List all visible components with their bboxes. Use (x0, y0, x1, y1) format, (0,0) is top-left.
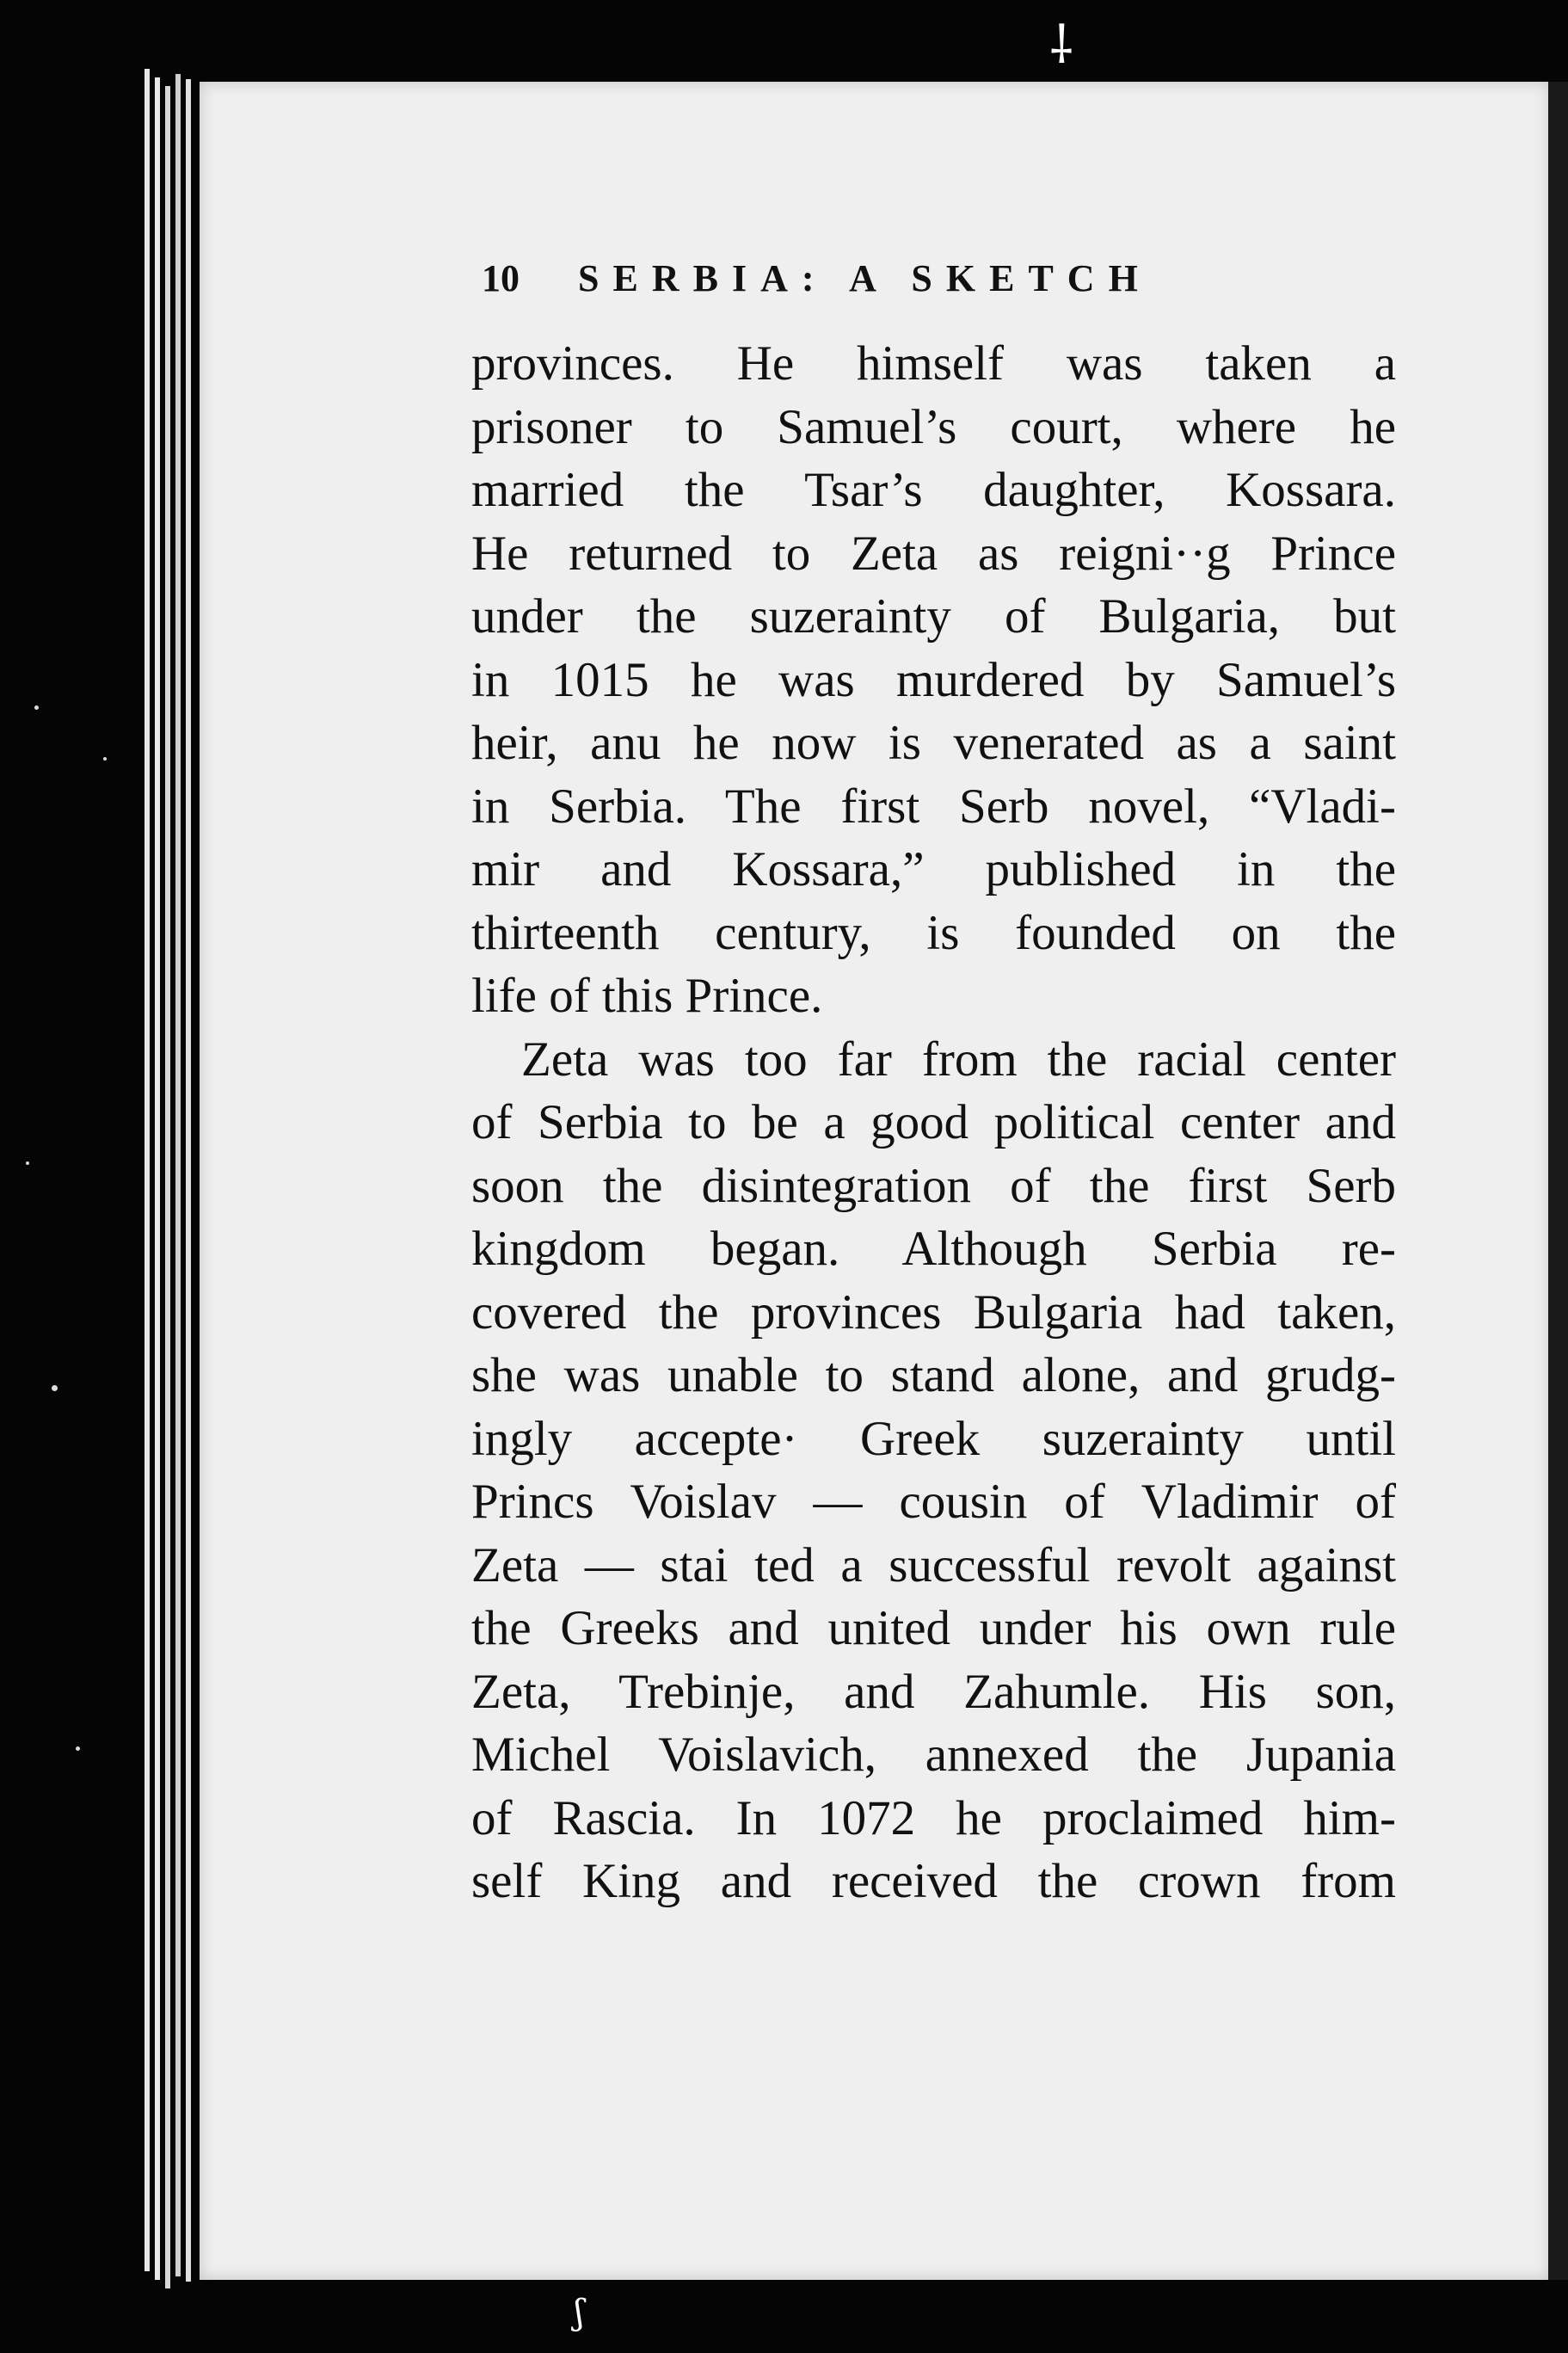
running-header (482, 256, 1256, 308)
text-line: under the suzerainty of Bulgaria, but (471, 589, 1396, 644)
text-line: heir, anu he now is venerated as a saint (471, 716, 1396, 770)
text-line: Zeta — stai ted a successful revolt against (471, 1537, 1396, 1592)
page-stack-edge (145, 69, 150, 2271)
text-line: thirteenth century, is founded on the (471, 905, 1396, 960)
text-line: of Rascia. In 1072 he proclaimed him- (471, 1790, 1396, 1845)
scan-speck (34, 705, 39, 710)
scan-speck (26, 1161, 29, 1165)
scan-artifact-bottom: ʃ (575, 2293, 584, 2332)
page-stack-edge (175, 74, 181, 2276)
page-stack-edge (186, 79, 191, 2282)
text-line: in 1015 he was murdered by Samuel’s (471, 652, 1396, 707)
text-line: Zeta, Trebinje, and Zahumle. His son, (471, 1664, 1396, 1719)
scan-speck (103, 757, 107, 761)
text-line: kingdom began. Although Serbia re- (471, 1222, 1396, 1276)
text-line: ingly accepte· Greek suzerainty until (471, 1411, 1396, 1466)
text-line: in Serbia. The first Serb novel, “Vladi- (471, 779, 1396, 834)
text-line: Zeta was too far from the racial center (521, 1032, 1396, 1087)
text-line: He returned to Zeta as reigni··g Prince (471, 526, 1396, 581)
text-line: Princs Voislav — cousin of Vladimir of (471, 1475, 1396, 1529)
page-number: 10 (482, 257, 520, 299)
text-line: soon the disintegration of the first Serb (471, 1158, 1396, 1213)
scan-artifact-top: ⸸ (1049, 15, 1074, 76)
scan-speck (52, 1385, 58, 1391)
body-text (471, 332, 1396, 1913)
scan-speck (76, 1746, 80, 1751)
text-line: prisoner to Samuel’s court, where he (471, 399, 1396, 454)
text-line: she was unable to stand alone, and grudg- (471, 1348, 1396, 1402)
running-title: SERBIA: A SKETCH (578, 257, 1152, 299)
page-stack-edge (165, 86, 170, 2288)
text-line: life of this Prince. (471, 969, 823, 1023)
text-line: covered the provinces Bulgaria had taken, (471, 1284, 1396, 1340)
text-line: provinces. He himself was taken a (471, 336, 1396, 391)
text-line: Michel Voislavich, annexed the Jupania (471, 1728, 1396, 1782)
text-line: married the Tsar’s daughter, Kossara. (471, 463, 1396, 517)
text-line: of Serbia to be a good political center and (471, 1095, 1396, 1149)
text-line: self King and received the crown from (471, 1854, 1396, 1908)
text-line: mir and Kossara,” published in the (471, 842, 1396, 896)
page-stack-edge (155, 77, 160, 2280)
page-right-edge (1548, 82, 1568, 2280)
text-line: the Greeks and united under his own rule (471, 1601, 1396, 1655)
